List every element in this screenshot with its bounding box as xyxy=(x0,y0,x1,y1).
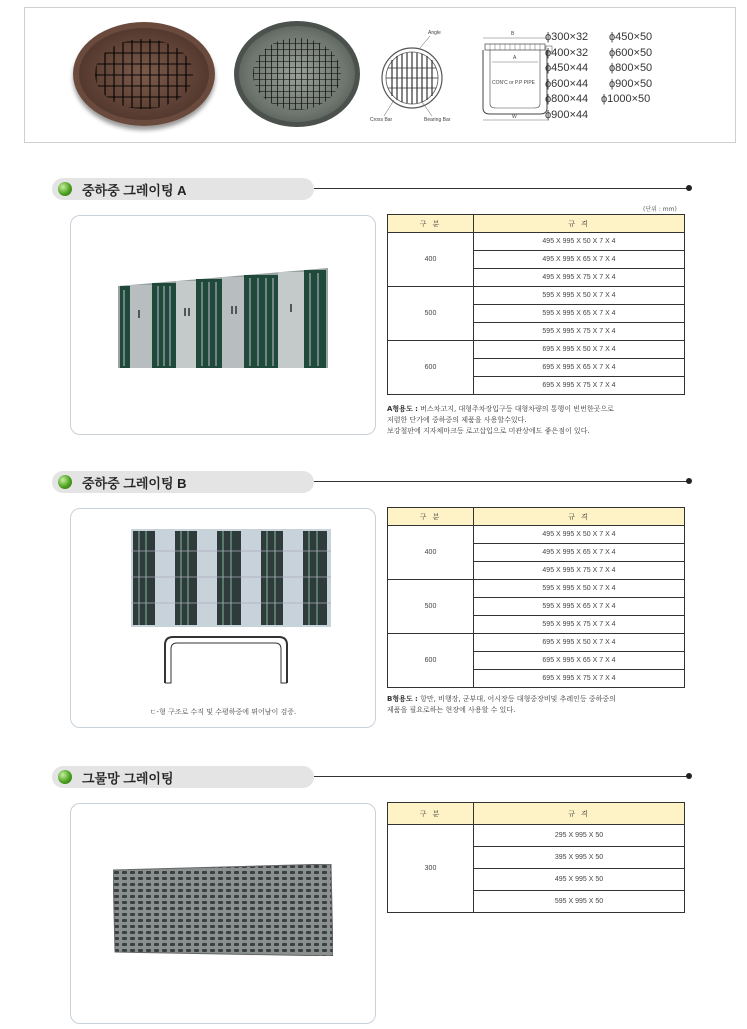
spec-header: 규 격 xyxy=(474,803,685,825)
size-item: ϕ600×44 xyxy=(545,77,589,90)
group-cell: 400 xyxy=(388,526,474,580)
green-bullet-icon xyxy=(58,770,72,784)
spec-cell: 695 X 995 X 75 X 7 X 4 xyxy=(474,377,685,395)
spec-cell: 595 X 995 X 50 xyxy=(474,891,685,913)
note-label: B형용도 : xyxy=(387,695,418,703)
grating-b-caption: ㄷ-형 구조로 수직 및 수평하중에 뛰어남이 검증. xyxy=(149,708,297,716)
size-item: ϕ400×32 xyxy=(545,46,589,59)
group-cell: 600 xyxy=(388,341,474,395)
divider-line xyxy=(314,481,688,482)
group-cell: 300 xyxy=(388,825,474,913)
dim-a-label: A xyxy=(513,55,517,61)
spec-cell: 695 X 995 X 50 X 7 X 4 xyxy=(474,341,685,359)
size-item: ϕ1000×50 xyxy=(601,93,651,105)
divider-line xyxy=(314,188,688,189)
spec-cell: 695 X 995 X 75 X 7 X 4 xyxy=(474,670,685,688)
dim-b-label: B xyxy=(511,31,515,37)
table-row xyxy=(388,526,685,544)
group-header: 구 분 xyxy=(388,508,474,526)
table-row xyxy=(388,580,685,598)
note-line: 보강철판에 지자체마크등 로고삽입으로 미관상에도 좋은점이 있다. xyxy=(387,427,590,435)
size-item: ϕ450×50 xyxy=(609,31,653,43)
grating-a-usage-note xyxy=(387,404,614,437)
group-header: 구 분 xyxy=(388,215,474,233)
pipe-label: CON'C or P.P PIPE xyxy=(492,80,536,86)
mesh-grating-spec-table xyxy=(387,802,685,913)
spec-header: 규 격 xyxy=(474,508,685,526)
angle-label: Angle xyxy=(428,30,441,36)
grating-a-photo xyxy=(118,268,328,368)
grating-dimension-diagram xyxy=(370,28,560,128)
mesh-grating-photo-box xyxy=(70,803,376,1024)
group-cell: 400 xyxy=(388,233,474,287)
section-header-grating-a xyxy=(52,178,692,200)
spec-cell: 595 X 995 X 65 X 7 X 4 xyxy=(474,305,685,323)
steel-manhole-grating-photo xyxy=(234,21,360,127)
note-line: 저렴한 단가에 중하중의 제품을 사용할수있다. xyxy=(387,416,527,424)
note-line: 버스차고지, 대형주차장입구등 대형차량의 통행이 빈번한곳으로 xyxy=(417,405,614,413)
grating-b-usage-note xyxy=(387,694,616,716)
green-bullet-icon xyxy=(58,475,72,489)
group-cell: 500 xyxy=(388,580,474,634)
section-header-mesh-grating xyxy=(52,766,692,788)
spec-cell: 295 X 995 X 50 xyxy=(474,825,685,847)
diagram-drawing xyxy=(370,28,560,128)
spec-cell: 495 X 995 X 50 xyxy=(474,869,685,891)
note-line: 제품을 필요로하는 현장에 사용할 수 있다. xyxy=(387,706,516,714)
channel-profile-diagram xyxy=(163,635,289,687)
divider-line xyxy=(314,776,688,777)
size-item: ϕ300×32 xyxy=(545,31,589,43)
grating-b-spec-table xyxy=(387,507,685,688)
cast-iron-manhole-cover-photo xyxy=(73,22,215,126)
dim-w-label: W xyxy=(512,114,517,120)
size-item: ϕ600×50 xyxy=(609,46,653,59)
spec-cell: 695 X 995 X 50 X 7 X 4 xyxy=(474,634,685,652)
group-cell: 500 xyxy=(388,287,474,341)
size-item: ϕ900×44 xyxy=(545,108,589,121)
size-column-2 xyxy=(601,30,653,108)
table-row xyxy=(388,341,685,359)
spec-cell: 595 X 995 X 65 X 7 X 4 xyxy=(474,598,685,616)
section-title: 그물망 그레이팅 xyxy=(82,771,174,786)
grating-b-photo-box xyxy=(70,508,376,728)
spec-cell: 495 X 995 X 50 X 7 X 4 xyxy=(474,526,685,544)
spec-cell: 595 X 995 X 50 X 7 X 4 xyxy=(474,580,685,598)
table-row xyxy=(388,287,685,305)
note-label: A형용도 : xyxy=(387,405,418,413)
mesh-grating-photo xyxy=(113,864,333,956)
note-line: 항만, 비행장, 군부대, 어시장등 대형중장비및 추레인등 중하중의 xyxy=(417,695,616,703)
table-row xyxy=(388,233,685,251)
table-row xyxy=(388,825,685,847)
spec-cell: 695 X 995 X 65 X 7 X 4 xyxy=(474,652,685,670)
grating-b-photo xyxy=(131,529,331,627)
size-item: ϕ800×44 xyxy=(545,93,589,105)
size-item: ϕ900×50 xyxy=(609,77,653,90)
unit-label: (단위 : mm) xyxy=(643,206,677,213)
section-header-grating-b xyxy=(52,471,692,493)
grating-a-photo-box xyxy=(70,215,376,435)
cross-bar-label: Cross Bar xyxy=(370,117,393,123)
spec-cell: 595 X 995 X 75 X 7 X 4 xyxy=(474,616,685,634)
green-bullet-icon xyxy=(58,182,72,196)
spec-cell: 495 X 995 X 65 X 7 X 4 xyxy=(474,544,685,562)
bearing-bar-label: Bearing Bar xyxy=(424,117,451,123)
section-title: 중하중 그레이팅 A xyxy=(82,183,187,198)
spec-cell: 495 X 995 X 65 X 7 X 4 xyxy=(474,251,685,269)
spec-cell: 395 X 995 X 50 xyxy=(474,847,685,869)
size-column-1 xyxy=(545,30,588,123)
group-cell: 600 xyxy=(388,634,474,688)
table-row xyxy=(388,634,685,652)
size-item: ϕ800×50 xyxy=(609,62,653,74)
size-item: ϕ450×44 xyxy=(545,62,589,74)
spec-cell: 495 X 995 X 75 X 7 X 4 xyxy=(474,269,685,287)
spec-cell: 495 X 995 X 50 X 7 X 4 xyxy=(474,233,685,251)
spec-header: 규 격 xyxy=(474,215,685,233)
line-end-dot-icon xyxy=(686,773,692,779)
spec-cell: 695 X 995 X 65 X 7 X 4 xyxy=(474,359,685,377)
spec-cell: 495 X 995 X 75 X 7 X 4 xyxy=(474,562,685,580)
grating-a-spec-table xyxy=(387,214,685,395)
spec-cell: 595 X 995 X 50 X 7 X 4 xyxy=(474,287,685,305)
line-end-dot-icon xyxy=(686,478,692,484)
group-header: 구 분 xyxy=(388,803,474,825)
spec-cell: 595 X 995 X 75 X 7 X 4 xyxy=(474,323,685,341)
product-banner xyxy=(24,7,736,143)
line-end-dot-icon xyxy=(686,185,692,191)
section-title: 중하중 그레이팅 B xyxy=(82,476,187,491)
